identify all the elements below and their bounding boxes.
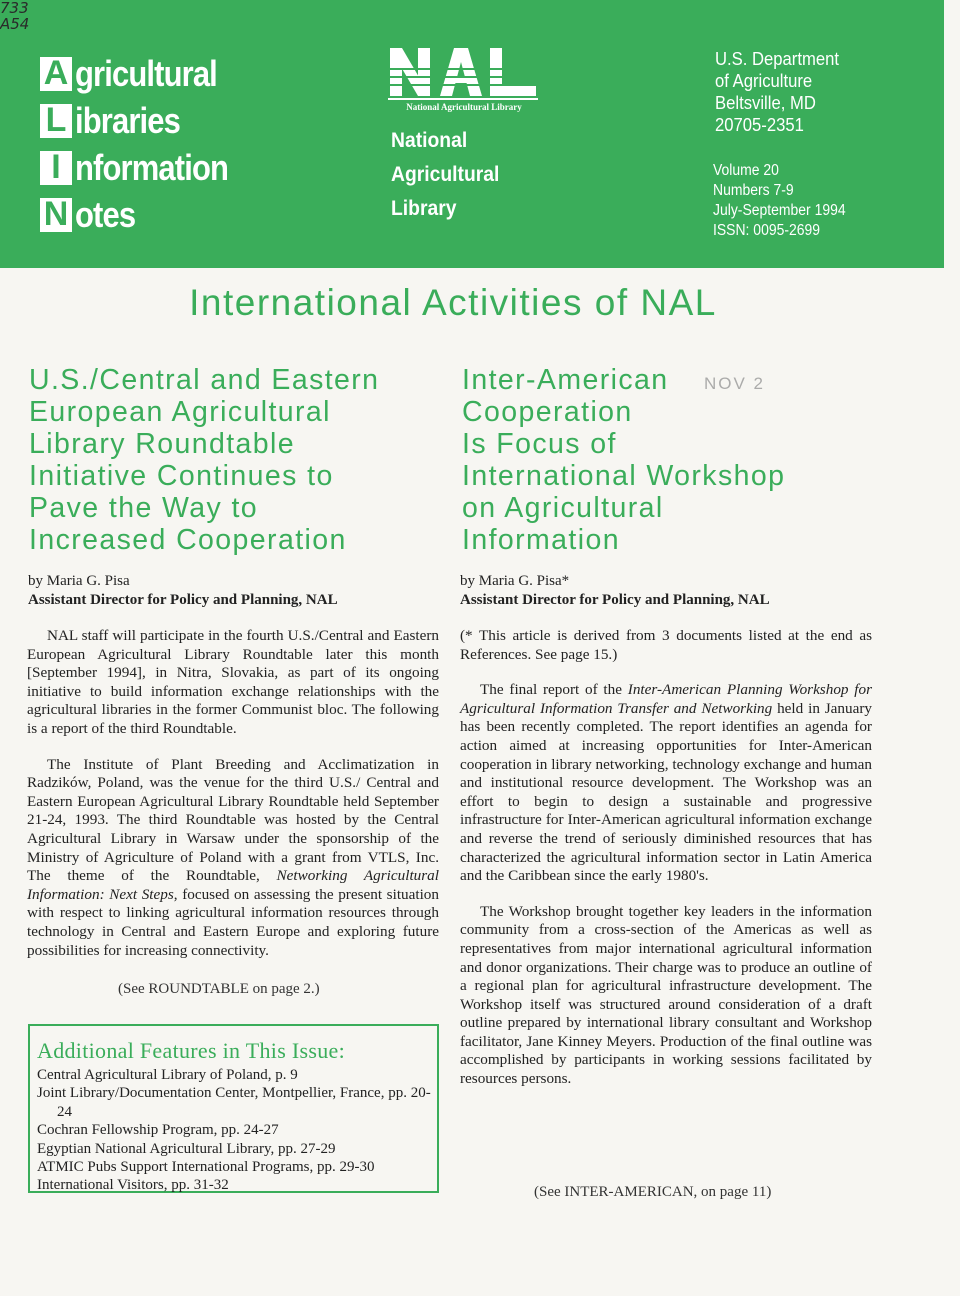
alin-row bbox=[40, 144, 253, 191]
alin-word: ibraries bbox=[75, 99, 180, 141]
left-article-title bbox=[29, 364, 379, 556]
paragraph bbox=[27, 756, 439, 961]
title-line: on Agricultural bbox=[462, 492, 664, 524]
issue-info bbox=[713, 161, 846, 241]
issue-line: July-September 1994 bbox=[713, 202, 846, 219]
author-affiliation: Assistant Director for Policy and Planning, NAL bbox=[28, 592, 338, 608]
title-line: Pave the Way to bbox=[29, 492, 259, 524]
text-run: The final report of the bbox=[480, 681, 628, 699]
issue-line: ISSN: 0095-2699 bbox=[713, 222, 821, 239]
feature-item: Egyptian National Agricultural Library, pp. 27-29 bbox=[37, 1140, 336, 1157]
alin-letter-box: N bbox=[40, 198, 72, 232]
address-line: Beltsville, MD bbox=[715, 92, 816, 113]
handwritten-call-number bbox=[0, 0, 29, 32]
alin-letter-box: L bbox=[40, 104, 72, 138]
feature-item: International Visitors, pp. 31-32 bbox=[37, 1177, 229, 1194]
paragraph: NAL staff will participate in the fourth U.S./Central and Eastern European Agricultural Library Roundtable later this month [September 1994], in Nitra, Slovakia, as part of its ongoing initiative to build information exchange relationships with the agricultural libraries in the former Communist bloc. The following is a report of the third Roundtable. bbox=[27, 627, 439, 737]
left-continued-link[interactable]: (See ROUNDTABLE on page 2.) bbox=[118, 981, 320, 997]
alin-logo bbox=[40, 50, 253, 238]
title-line: U.S./Central and Eastern bbox=[29, 364, 380, 396]
feature-item: ATMIC Pubs Support International Programs, pp. 29-30 bbox=[37, 1159, 375, 1176]
features-list bbox=[37, 1066, 437, 1195]
text-run: The Institute of Plant Breeding and Acclimatization in Radzików, Poland, was the venue for the third U.S./ Central and Eastern European Agricultural Library Roundtable held September 21-24, 1993. The third Roundtable was hosted by the Central Agricultural Library in Warsaw under the sponsorship of the Ministry of Agriculture of Poland with a grant from VTLS, Inc. The theme of the Roundtable, bbox=[27, 755, 439, 885]
address-line: U.S. Department bbox=[715, 48, 840, 69]
footnote: (* This article is derived from 3 documents listed at the end as References. See page 15.) bbox=[460, 627, 872, 663]
alin-word: otes bbox=[75, 193, 136, 235]
title-line: Information bbox=[462, 524, 620, 556]
page-title: International Activities of NAL bbox=[189, 282, 717, 323]
left-article-body bbox=[27, 627, 439, 977]
text-run: , focused on assessing the present situation with respect to linking agricultural information resources through technology in Central and Eastern Europe and exploring future possibilities for increasing connectivity. bbox=[27, 885, 439, 959]
address-line: 20705-2351 bbox=[715, 114, 804, 135]
nal-name-line: National bbox=[391, 129, 468, 152]
nal-name-line: Agricultural bbox=[391, 163, 500, 186]
author-affiliation: Assistant Director for Policy and Planning, NAL bbox=[460, 592, 770, 608]
author: by Maria G. Pisa* bbox=[460, 573, 570, 589]
title-line: Cooperation bbox=[462, 396, 633, 428]
title-line: Increased Cooperation bbox=[29, 524, 347, 556]
handwritten-line: 733 bbox=[0, 0, 29, 17]
text-run: held in January has been recently completed. The report identifies an agenda for action aimed at increasing opportunities for Inter-American cooperation in library networking, technology exchange and human and institutional resource development. The Workshop was an effort to begin to design a sustainable and progressive infrastructure for Inter-American agricultural information exchange and reverse the trend of seriously diminished resources that has characterized the agricultural information sector in Latin America and the Caribbean since the early 1980's. bbox=[460, 699, 872, 885]
nal-name-line: Library bbox=[391, 197, 457, 220]
title-line: Library Roundtable bbox=[29, 428, 296, 460]
issue-line: Numbers 7-9 bbox=[713, 182, 794, 199]
alin-letter-box: A bbox=[40, 57, 72, 91]
address-line: of Agriculture bbox=[715, 70, 813, 91]
alin-word: gricultural bbox=[75, 52, 217, 94]
alin-row bbox=[40, 191, 253, 238]
feature-item: Joint Library/Documentation Center, Montpellier, France, pp. 20-24 bbox=[37, 1085, 431, 1120]
title-line: Is Focus of bbox=[462, 428, 617, 460]
nal-logo-mark bbox=[388, 46, 540, 102]
paragraph: The Workshop brought together key leaders in the information community from a cross-section of the Americas as well as representatives from major international agricultural information and donor organizations. Their charge was to produce an outline of a regional plan for agricultural infrastructure development. The Workshop itself was structured around consideration of a draft outline prepared by international library consultant and Workshop facilitator, Jane Kinney Meyers. Production of the final outline was accomplished by participants in working sessions facilitated by resources persons. bbox=[460, 902, 872, 1088]
nal-full-name bbox=[391, 124, 499, 226]
author: by Maria G. Pisa bbox=[28, 573, 130, 589]
title-line: Initiative Continues to bbox=[29, 460, 334, 492]
feature-item: Central Agricultural Library of Poland, p. 9 bbox=[37, 1067, 298, 1083]
nal-logo-caption: National Agricultural Library bbox=[406, 102, 522, 112]
paragraph bbox=[460, 681, 872, 886]
right-byline bbox=[460, 572, 770, 610]
left-byline bbox=[28, 572, 338, 610]
feature-item: Cochran Fellowship Program, pp. 24-27 bbox=[37, 1122, 279, 1139]
right-article-body bbox=[460, 627, 872, 1106]
additional-features-box bbox=[28, 1024, 439, 1193]
features-heading: Additional Features in This Issue: bbox=[37, 1038, 345, 1063]
publication-title: Inter-American Planning Workshop for Agricultural Information Transfer and Networking bbox=[460, 681, 872, 717]
received-date-stamp: NOV 2 bbox=[704, 374, 766, 393]
title-line: European Agricultural bbox=[29, 396, 331, 428]
handwritten-line: A54 bbox=[0, 15, 30, 33]
title-line: International Workshop bbox=[462, 460, 786, 492]
alin-word: nformation bbox=[75, 146, 229, 188]
publication-title: Networking Agricultural Information: Next Steps bbox=[27, 867, 439, 903]
issue-line: Volume 20 bbox=[713, 162, 779, 179]
right-continued-link[interactable]: (See INTER-AMERICAN, on page 11) bbox=[534, 1184, 772, 1200]
nal-logo bbox=[388, 46, 540, 112]
alin-letter-box: I bbox=[40, 151, 72, 185]
alin-row bbox=[40, 97, 253, 144]
title-line: Inter-American bbox=[462, 364, 669, 396]
alin-row bbox=[40, 50, 253, 97]
department-address bbox=[715, 48, 839, 136]
